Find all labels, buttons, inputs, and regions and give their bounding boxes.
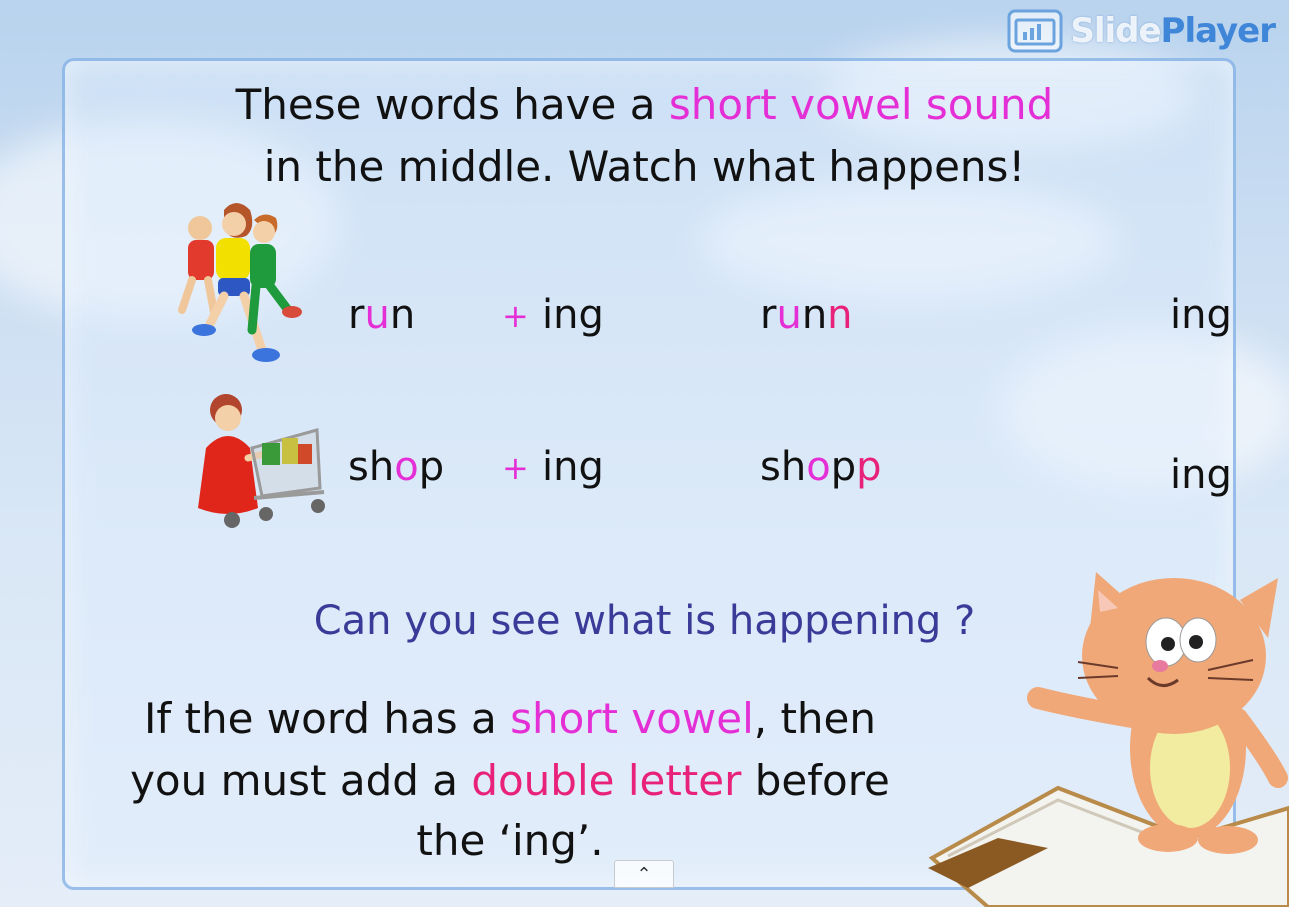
- word-shop: shop: [348, 444, 445, 490]
- heading-line-2: in the middle. Watch what happens!: [263, 142, 1026, 191]
- heading-line-1: These words have a short vowel sound: [235, 80, 1054, 129]
- plus-sign: +: [502, 297, 529, 335]
- suffix-ing: ing: [542, 292, 604, 338]
- rule-line-2: you must add a double letter before: [130, 756, 890, 805]
- word-shopp: shopp: [760, 444, 882, 490]
- word-runn: runn: [760, 292, 853, 338]
- rule-line-1: If the word has a short vowel, then: [143, 694, 877, 743]
- caret-up-icon: ⌃: [636, 863, 652, 885]
- result-suffix-ing: ing: [1170, 452, 1232, 498]
- plus-sign: +: [502, 449, 529, 487]
- slideplayer-logo[interactable]: [1006, 8, 1275, 54]
- slideplayer-logo-icon: [1006, 8, 1064, 54]
- shopping-cart-image: [192, 388, 337, 536]
- question-text: Can you see what is happening ?: [313, 598, 976, 644]
- cat-on-book-image: [928, 538, 1289, 907]
- result-suffix-ing: ing: [1170, 292, 1232, 338]
- suffix-ing: ing: [542, 444, 604, 490]
- logo-text: SlidePlayer: [1070, 11, 1275, 51]
- runners-image: [168, 200, 308, 372]
- word-run: run: [348, 292, 416, 338]
- toolbar-toggle-button[interactable]: [614, 860, 674, 888]
- rule-line-3: the ‘ing’.: [416, 816, 604, 865]
